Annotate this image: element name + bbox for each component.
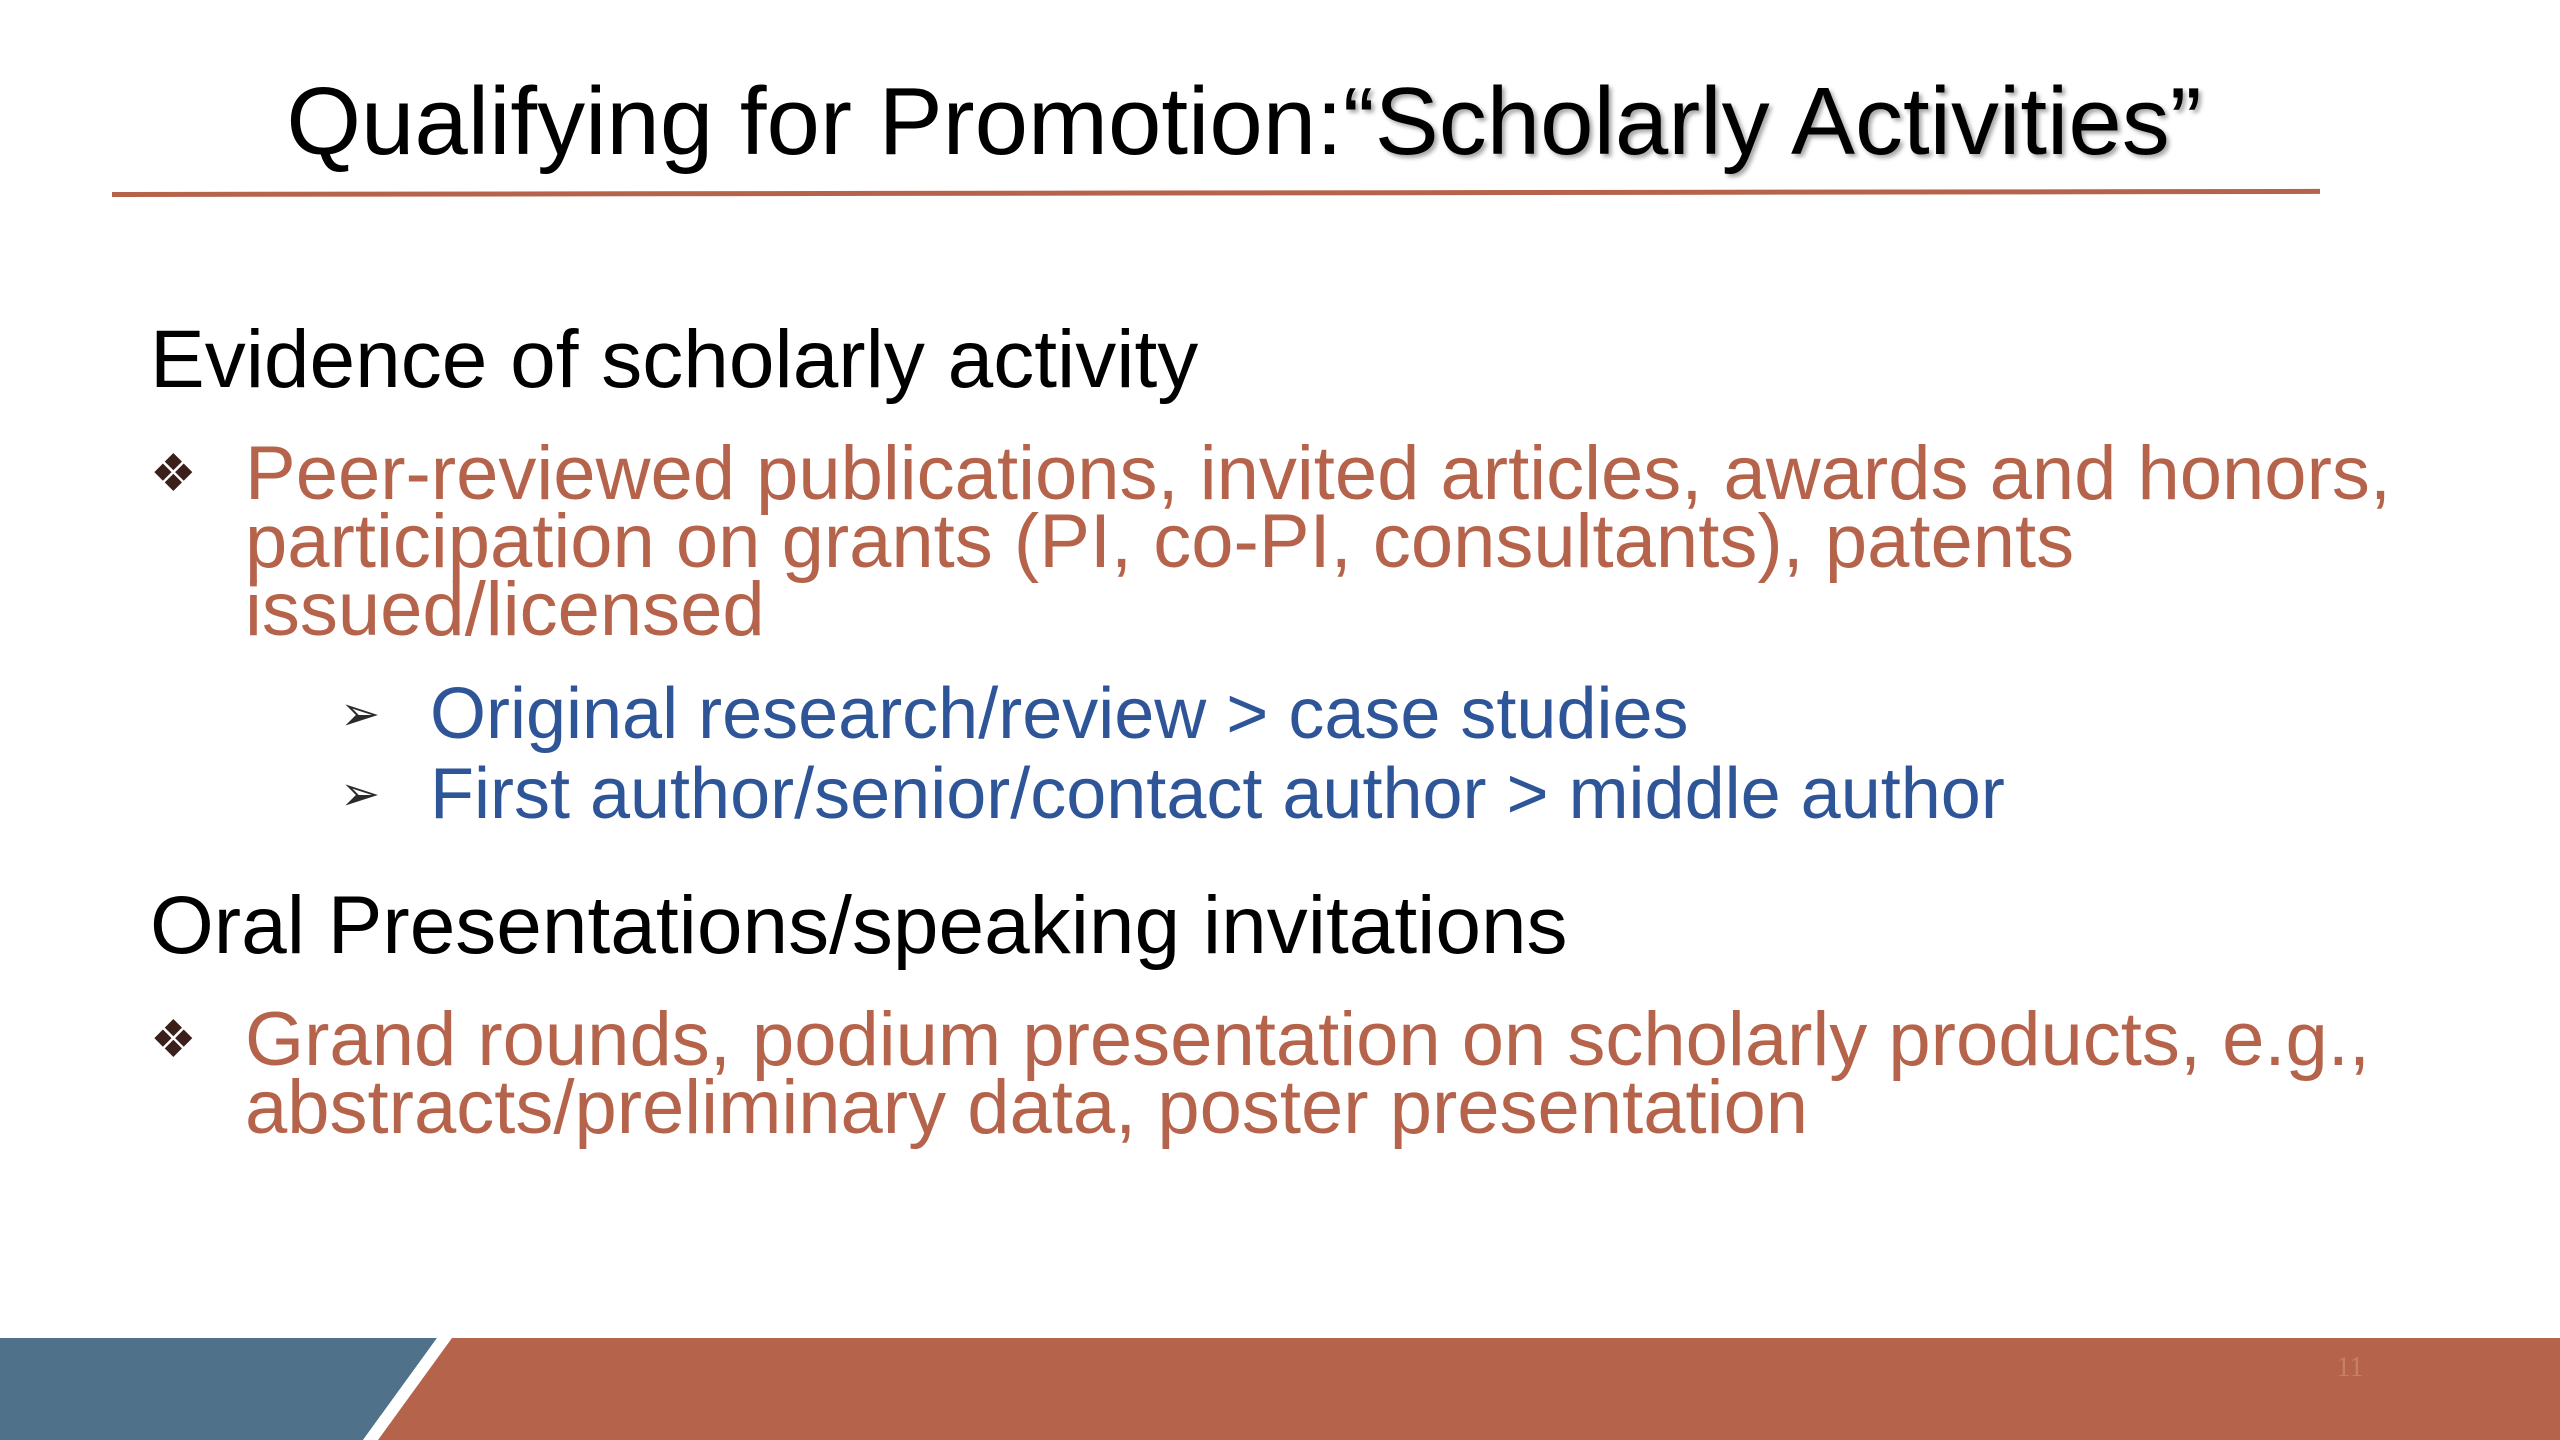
subbullet-text: First author/senior/contact author > middle author [430,754,2005,834]
subbullet-first-author [340,754,2450,834]
footer-slate-block [0,1338,437,1440]
footer-band [0,1338,2560,1440]
subbullet-list [150,674,2450,834]
slide-content [150,310,2450,1150]
bullet-presentations [150,997,2450,1150]
title-divider [112,189,2320,197]
title-quoted: “Scholarly Activities” [1342,68,2202,175]
arrowhead-icon: ➢ [340,768,381,821]
footer-rust-block [378,1338,2560,1440]
title-lead: Qualifying for Promotion: [286,68,1343,175]
arrowhead-icon: ➢ [340,688,381,741]
diamond-cluster-icon: ❖ [150,1011,197,1069]
section-heading-evidence: Evidence of scholarly activity [150,314,1199,405]
bullet-text: Grand rounds, podium presentation on scholarly products, e.g., abstracts/preliminary data, poster presentation [245,997,2370,1150]
slide-title [0,62,2560,182]
slide-number: 11 [2336,1352,2364,1383]
diamond-cluster-icon: ❖ [150,445,197,503]
section-heading-oral: Oral Presentations/speaking invitations [150,880,1568,971]
subbullet-original-research [340,674,2450,754]
subbullet-text: Original research/review > case studies [430,674,1689,754]
bullet-publications [150,431,2450,652]
bullet-text: Peer-reviewed publications, invited articles, awards and honors, participation on grants (PI, co-PI, consultants), patents issued/licensed [245,431,2391,652]
